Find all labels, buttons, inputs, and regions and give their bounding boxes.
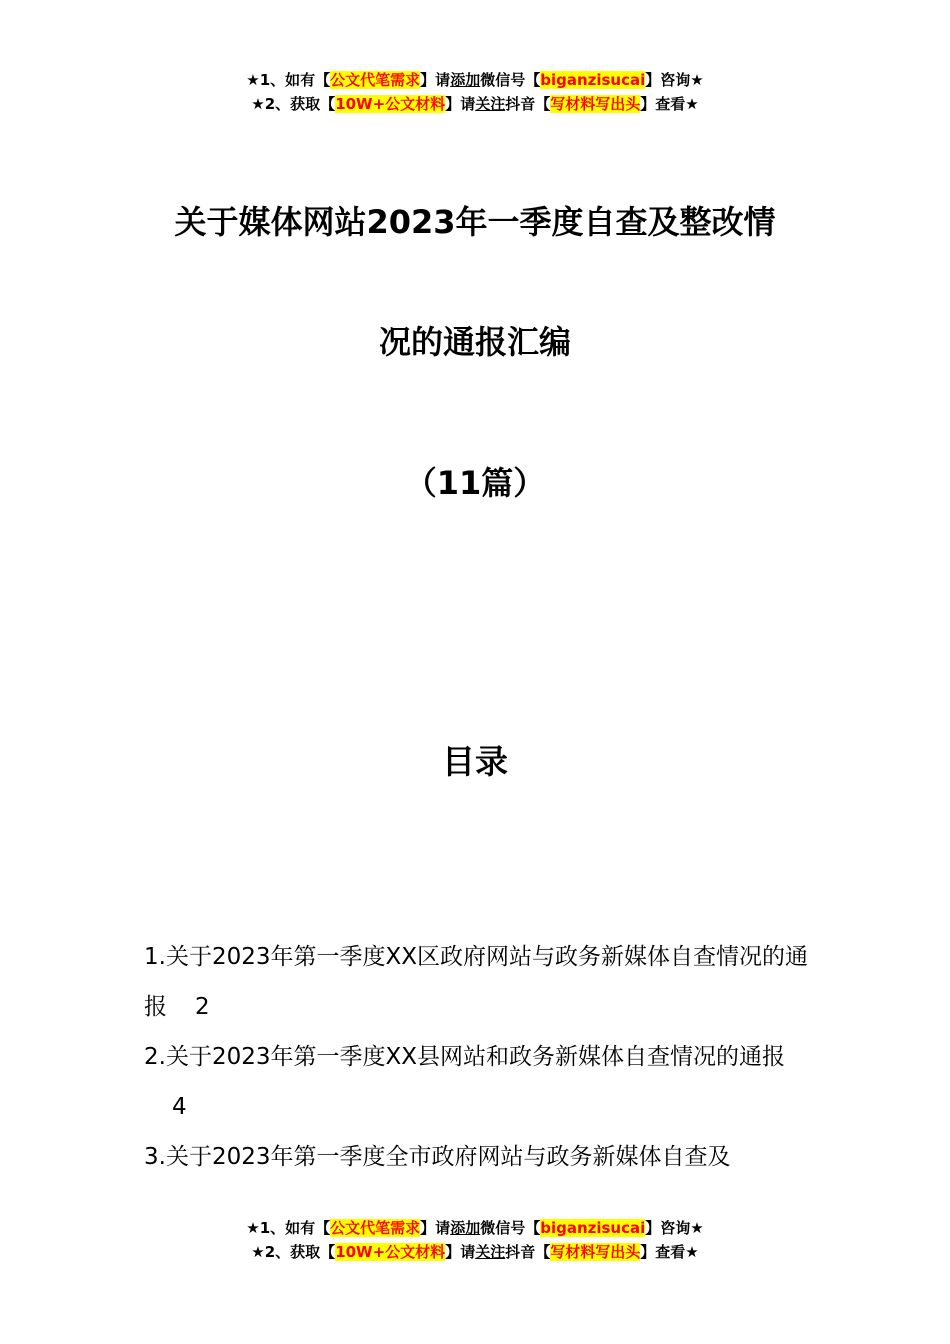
toc-entry-text: 1.关于2023年第一季度XX区政府网站与政务新媒体自查情况的通报 xyxy=(144,944,808,1020)
footer-banner xyxy=(0,1216,950,1264)
banner-line-1 xyxy=(0,68,950,92)
banner-text: 】请 xyxy=(420,71,451,89)
toc-entry-text: 2.关于2023年第一季度XX县网站和政务新媒体自查情况的通报 xyxy=(144,1044,785,1070)
banner-underlined: 关注 xyxy=(475,1243,506,1261)
banner-underlined: 添加 xyxy=(450,71,481,89)
banner-text: 】查看★ xyxy=(640,1243,699,1261)
banner-text: 】请 xyxy=(445,95,476,113)
banner-highlight: 写材料写出头 xyxy=(550,1243,641,1261)
banner-line-2 xyxy=(0,1240,950,1264)
banner-line-2 xyxy=(0,92,950,116)
document-title-line-2: 况的通报汇编 xyxy=(378,323,571,361)
banner-text: 】请 xyxy=(420,1219,451,1237)
banner-highlight: biganzisucai xyxy=(540,1219,646,1237)
banner-highlight: 写材料写出头 xyxy=(550,95,641,113)
banner-text: 】咨询★ xyxy=(645,71,704,89)
banner-highlight: biganzisucai xyxy=(540,71,646,89)
toc-entry-1[interactable] xyxy=(144,932,814,1032)
toc-page-number: 2 xyxy=(195,994,210,1020)
banner-line-1 xyxy=(0,1216,950,1240)
banner-text: ★1、如有【 xyxy=(246,1219,331,1237)
banner-text: 抖音【 xyxy=(505,1243,551,1261)
banner-highlight: 公文代笔需求 xyxy=(330,71,421,89)
table-of-contents xyxy=(144,932,814,1182)
header-banner xyxy=(0,68,950,116)
banner-highlight: 10W+公文材料 xyxy=(335,95,446,113)
banner-text: 】查看★ xyxy=(640,95,699,113)
toc-entry-text: 3.关于2023年第一季度全市政府网站与政务新媒体自查及 xyxy=(144,1144,731,1170)
document-title-line-1: 关于媒体网站2023年一季度自查及整改情 xyxy=(174,203,776,241)
banner-text: 】请 xyxy=(445,1243,476,1261)
banner-text: ★2、获取【 xyxy=(251,1243,336,1261)
banner-text: 微信号【 xyxy=(480,71,541,89)
banner-text: 抖音【 xyxy=(505,95,551,113)
banner-text: 微信号【 xyxy=(480,1219,541,1237)
banner-highlight: 公文代笔需求 xyxy=(330,1219,421,1237)
toc-entry-3[interactable] xyxy=(144,1132,814,1182)
document-subtitle: （11篇） xyxy=(404,464,546,502)
toc-entry-2[interactable] xyxy=(144,1032,814,1132)
banner-text: ★1、如有【 xyxy=(246,71,331,89)
banner-underlined: 添加 xyxy=(450,1219,481,1237)
toc-heading: 目录 xyxy=(442,742,508,781)
toc-page-number: 4 xyxy=(172,1094,187,1120)
banner-highlight: 10W+公文材料 xyxy=(335,1243,446,1261)
banner-text: ★2、获取【 xyxy=(251,95,336,113)
banner-underlined: 关注 xyxy=(475,95,506,113)
banner-text: 】咨询★ xyxy=(645,1219,704,1237)
